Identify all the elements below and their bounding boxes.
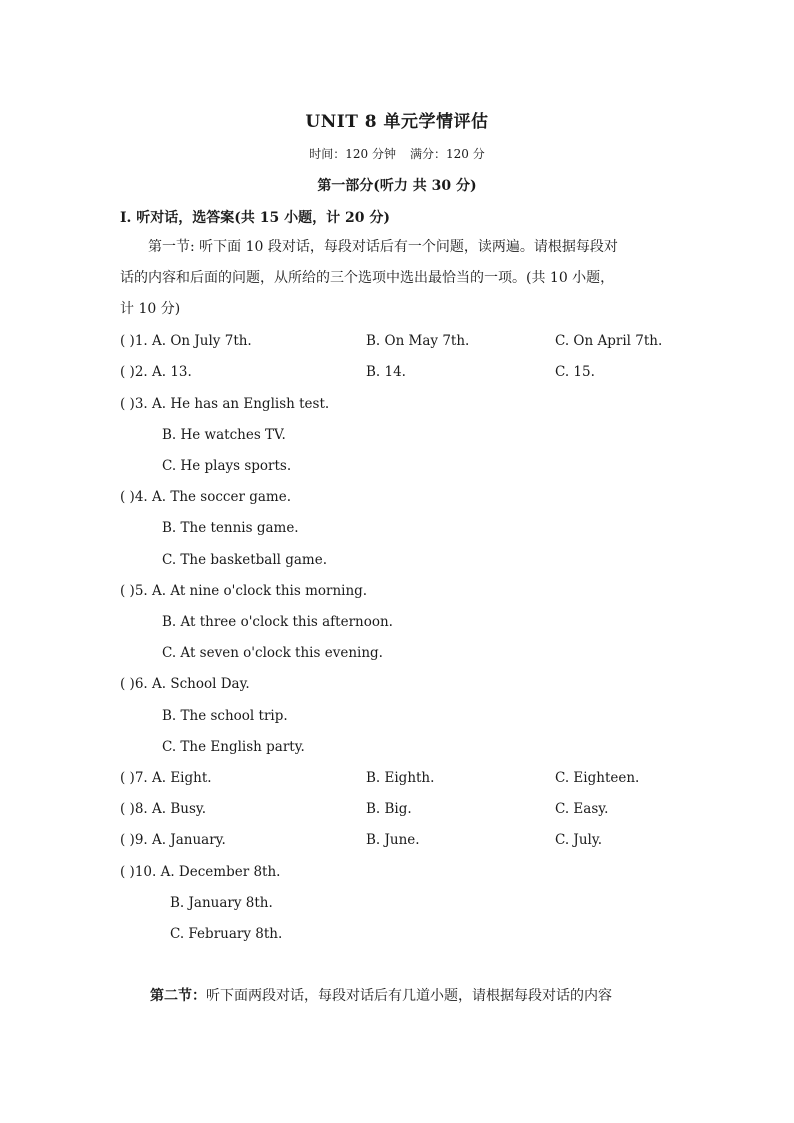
question-4-option-b: B. The tennis game. [162, 520, 299, 536]
option-a: A. The soccer game. [152, 489, 291, 505]
question-6-option-b: B. The school trip. [162, 708, 288, 724]
question-5 [120, 581, 367, 601]
time-limit: 时间：120 分钟 [309, 147, 396, 161]
option-a: A. December 8th. [160, 864, 281, 880]
question-7 [120, 768, 212, 788]
option-a: A. January. [152, 832, 226, 848]
question-1-option-b: B. On May 7th. [366, 333, 470, 349]
question-9 [120, 830, 226, 850]
section-two-label: 第二节： [150, 988, 206, 1004]
question-8-option-b: B. Big. [366, 801, 412, 817]
option-a: A. Busy. [152, 801, 206, 817]
instructions-line-1: 第一节: 听下面 10 段对话，每段对话后有一个问题，读两遍。请根据每段对 [148, 239, 618, 255]
question-number: ( )10. [120, 864, 161, 880]
question-3-option-b: B. He watches TV. [162, 427, 286, 443]
full-score: 满分：120 分 [410, 147, 485, 161]
question-9-option-c: C. July. [555, 832, 602, 848]
question-number: ( )7. [120, 770, 152, 786]
section-one-instructions [120, 232, 680, 325]
question-2-option-c: C. 15. [555, 364, 595, 380]
question-7-option-c: C. Eighteen. [555, 770, 640, 786]
question-6-option-c: C. The English party. [162, 739, 305, 755]
option-a: A. On July 7th. [152, 333, 252, 349]
instructions-line-2: 话的内容和后面的问题，从所给的三个选项中选出最恰当的一项。(共 10 小题， [120, 270, 615, 286]
question-6 [120, 674, 250, 694]
question-number: ( )9. [120, 832, 152, 848]
section-two-text: 听下面两段对话，每段对话后有几道小题，请根据每段对话的内容 [206, 988, 612, 1004]
question-number: ( )1. [120, 333, 152, 349]
question-1 [120, 331, 252, 351]
question-8 [120, 799, 206, 819]
option-a: A. School Day. [152, 676, 250, 692]
question-number: ( )4. [120, 489, 152, 505]
question-4-option-c: C. The basketball game. [162, 552, 328, 568]
section-one-heading: Ⅰ. 听对话，选答案(共 15 小题，计 20 分) [120, 210, 391, 226]
section-two-instructions [120, 985, 680, 1005]
page-title: UNIT 8 单元学情评估 [305, 112, 489, 132]
question-number: ( )5. [120, 583, 152, 599]
question-4 [120, 487, 291, 507]
option-a: A. Eight. [152, 770, 212, 786]
question-2 [120, 362, 192, 382]
question-number: ( )6. [120, 676, 152, 692]
question-10-option-c: C. February 8th. [170, 926, 283, 942]
question-1-option-c: C. On April 7th. [555, 333, 663, 349]
question-3-option-c: C. He plays sports. [162, 458, 292, 474]
question-10 [120, 862, 280, 882]
option-a: A. He has an English test. [152, 396, 330, 412]
question-9-option-b: B. June. [366, 832, 420, 848]
option-a: A. 13. [152, 364, 192, 380]
question-3 [120, 394, 329, 414]
instructions-line-3: 计 10 分) [120, 301, 181, 317]
question-2-option-b: B. 14. [366, 364, 406, 380]
question-number: ( )3. [120, 396, 152, 412]
part-one-title: 第一部分(听力 共 30 分) [317, 178, 477, 194]
question-number: ( )8. [120, 801, 152, 817]
question-5-option-c: C. At seven o'clock this evening. [162, 645, 383, 661]
question-number: ( )2. [120, 364, 152, 380]
exam-info [0, 145, 794, 162]
question-10-option-b: B. January 8th. [170, 895, 273, 911]
question-7-option-b: B. Eighth. [366, 770, 435, 786]
option-a: A. At nine o'clock this morning. [152, 583, 368, 599]
question-5-option-b: B. At three o'clock this afternoon. [162, 614, 393, 630]
question-8-option-c: C. Easy. [555, 801, 609, 817]
